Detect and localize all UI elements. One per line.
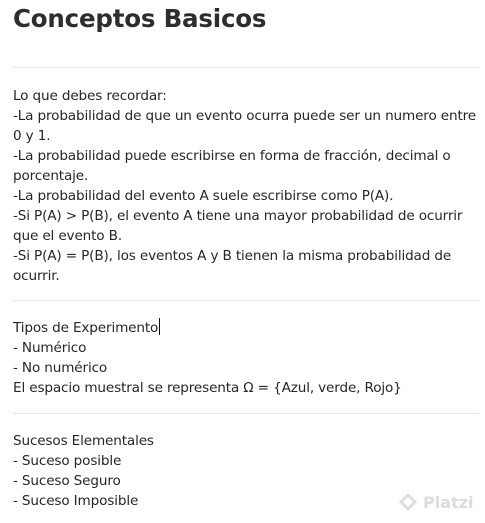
text-cursor [159, 318, 160, 335]
notes-section-tipos[interactable] [13, 318, 479, 398]
text-line-with-caret [13, 318, 479, 338]
text-line: -Si P(A) > P(B), el evento A tiene una mayor probabilidad de ocurrir [13, 208, 463, 224]
text-line: -Si P(A) = P(B), los eventos A y B tienen la misma probabilidad de [13, 248, 452, 264]
text-line: ocurrir. [13, 268, 60, 284]
text-line: Lo que debes recordar: [13, 88, 167, 104]
text-line: -La probabilidad de que un evento ocurra puede ser un numero entre [13, 108, 476, 124]
text-line: - No numérico [13, 360, 108, 376]
page-title: Conceptos Basicos [13, 4, 267, 33]
text-line: Sucesos Elementales [13, 433, 154, 449]
divider [13, 300, 479, 301]
text-line: -La probabilidad del evento A suele escribirse como P(A). [13, 188, 394, 204]
text-line: -La probabilidad puede escribirse en forma de fracción, decimal o [13, 148, 451, 164]
text-line: Tipos de Experimento [13, 320, 159, 336]
notes-section-recordar[interactable] [13, 86, 479, 286]
platzi-watermark [398, 492, 473, 512]
text-line: - Suceso Seguro [13, 473, 121, 489]
watermark-text: Platzi [423, 492, 474, 512]
text-line: - Suceso Imposible [13, 493, 139, 509]
text-line: 0 y 1. [13, 128, 51, 144]
platzi-logo-icon [398, 492, 418, 512]
text-line: - Numérico [13, 340, 87, 356]
divider [13, 413, 479, 414]
divider [13, 67, 479, 68]
text-line: porcentaje. [13, 168, 89, 184]
text-line: El espacio muestral se representa Ω = {Azul, verde, Rojo} [13, 380, 402, 396]
text-line: que el evento B. [13, 228, 122, 244]
text-line: - Suceso posible [13, 453, 122, 469]
